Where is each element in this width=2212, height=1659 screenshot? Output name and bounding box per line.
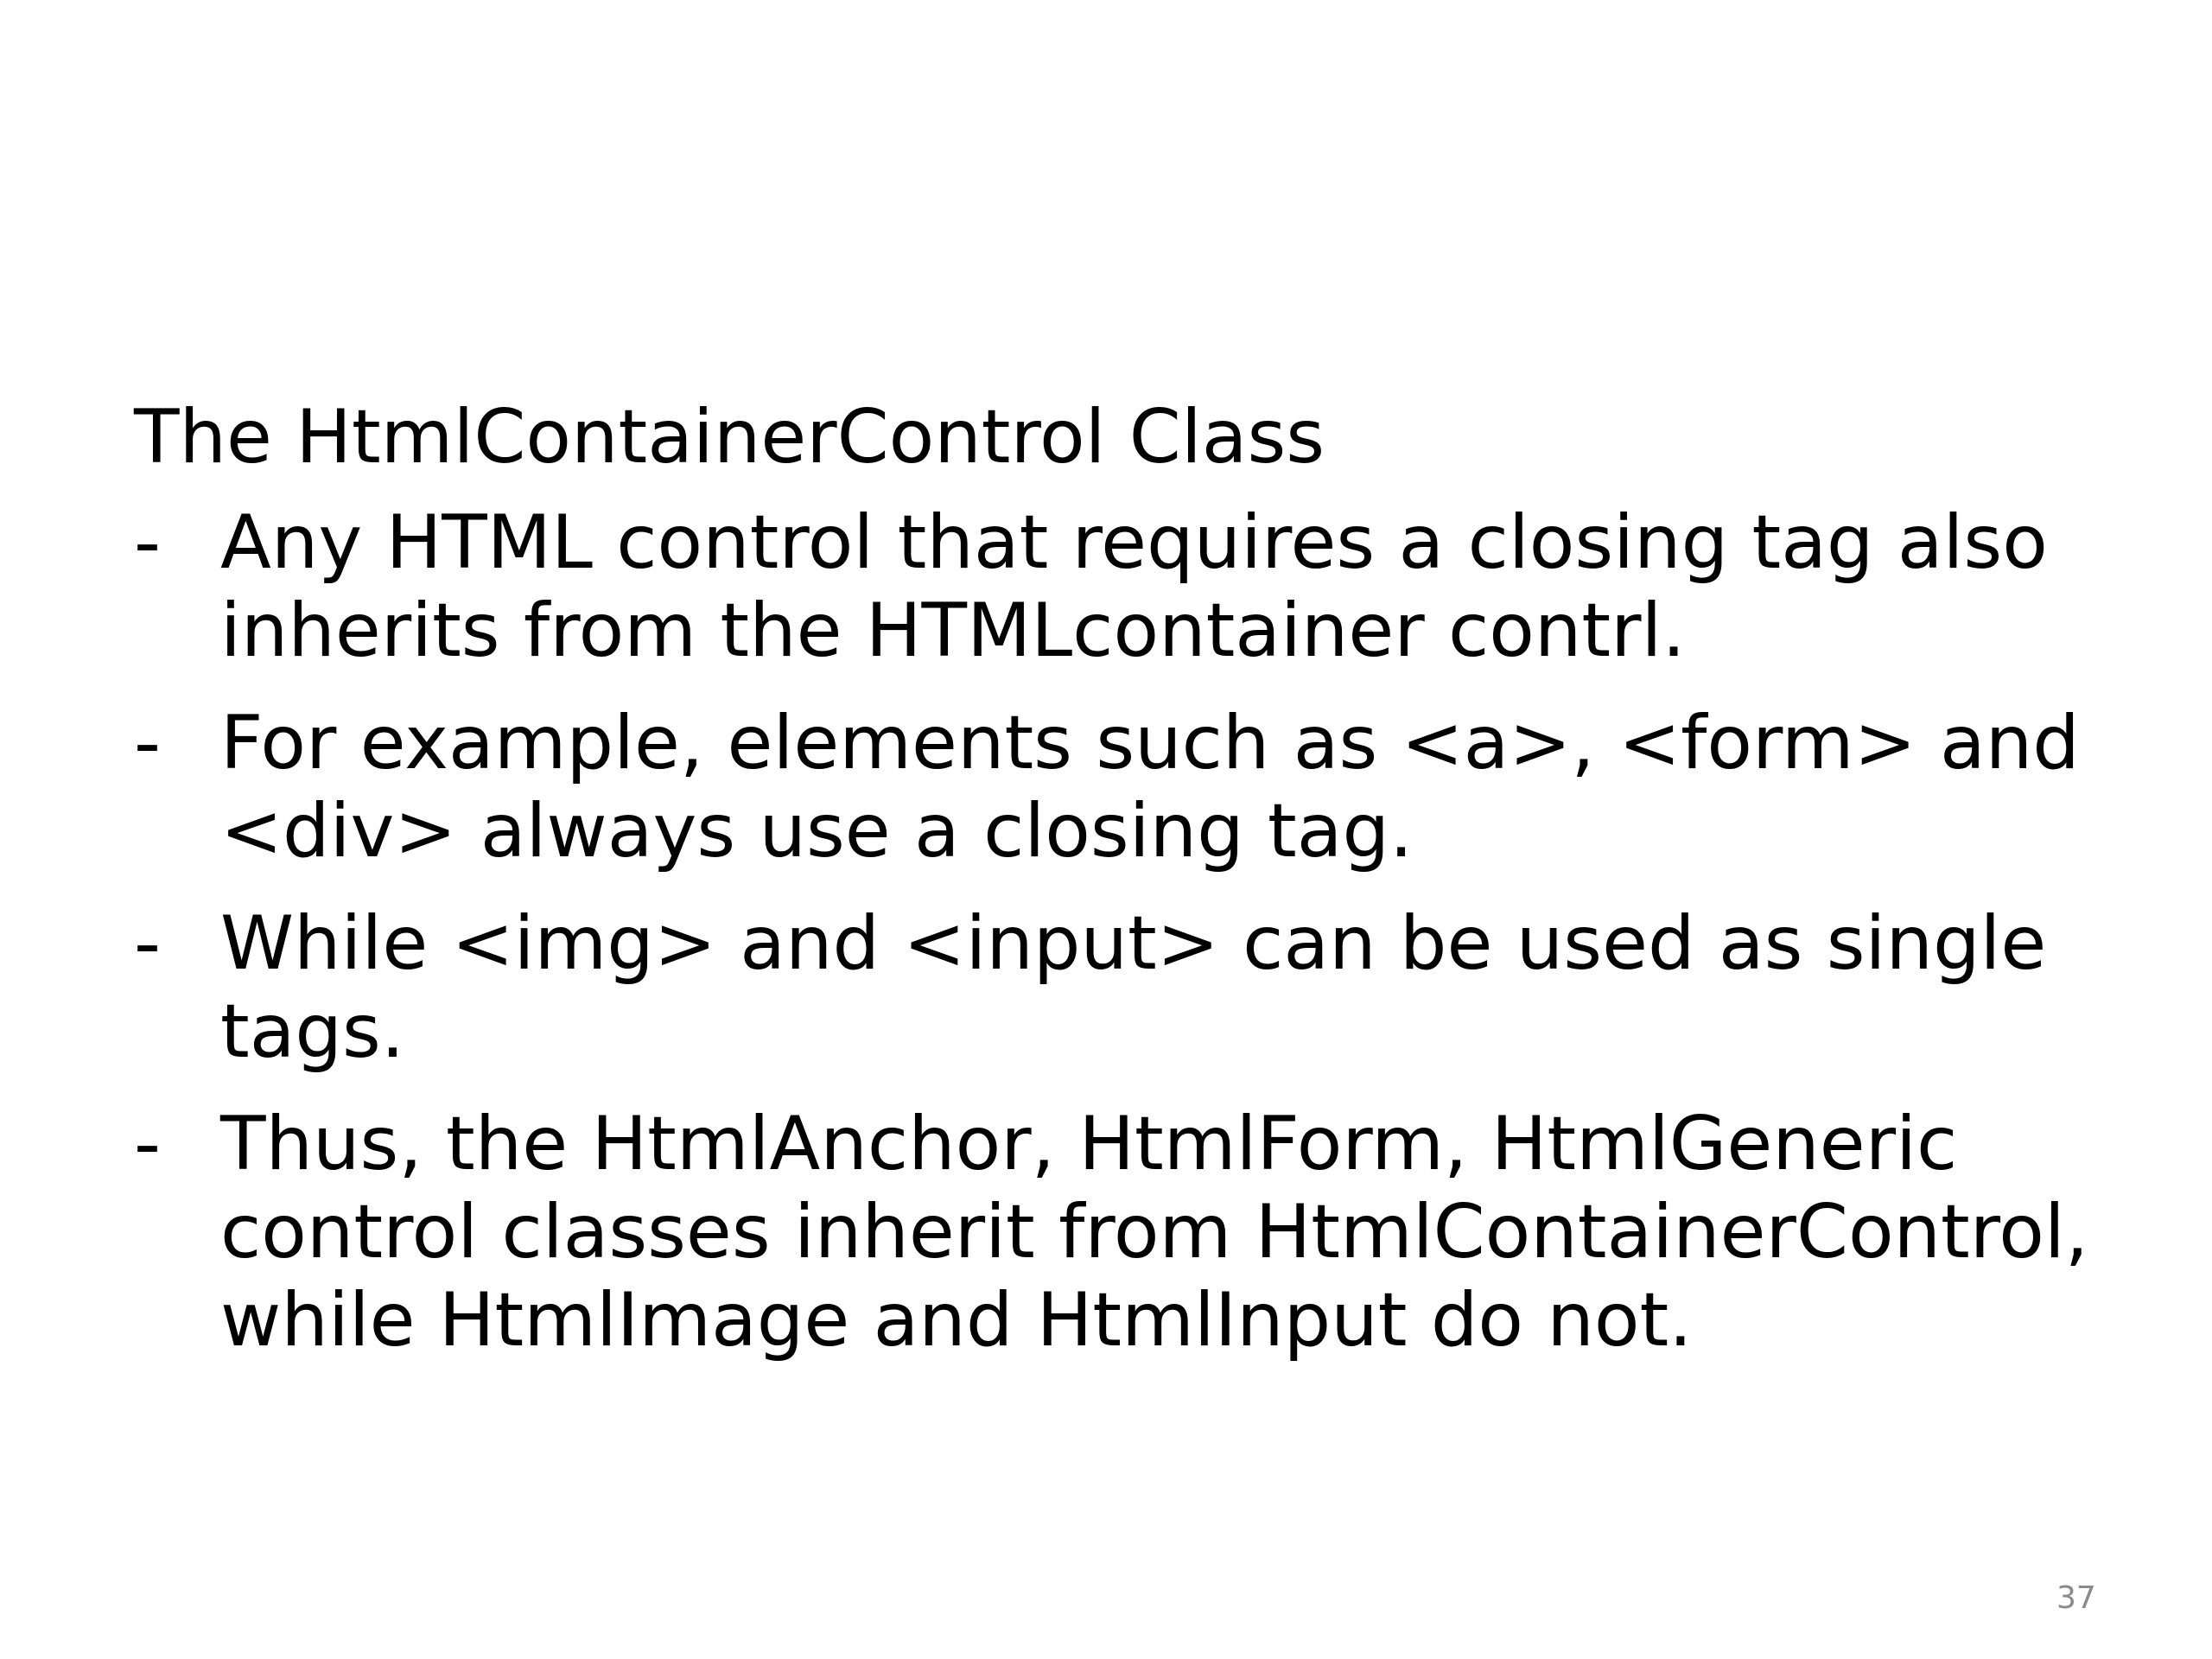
bullet-text: For example, elements such as <a>, <form> and <div> always use a closing tag. <box>220 700 2080 874</box>
bullet-text: Thus, the HtmlAnchor, HtmlForm, HtmlGeneric control classes inherit from HtmlContainerControl, while HtmlImage and HtmlInput do not. <box>220 1101 2089 1363</box>
bullet-marker: - <box>134 700 162 786</box>
slide-heading: The HtmlContainerControl Class <box>134 394 1325 480</box>
bullet-text: Any HTML control that requires a closing tag also inherits from the HTMLcontainer contrl. <box>220 499 2048 674</box>
page-number: 37 <box>2056 1580 2096 1616</box>
bullet-list <box>134 499 2113 1364</box>
bullet-marker: - <box>134 1101 162 1187</box>
bullet-marker: - <box>134 499 162 586</box>
bullet-item <box>134 899 2113 1076</box>
bullet-text: While <img> and <input> can be used as single tags. <box>220 900 2047 1075</box>
bullet-item <box>134 499 2113 675</box>
bullet-item <box>134 699 2113 875</box>
slide-content <box>134 393 2113 1389</box>
bullet-marker: - <box>134 900 162 987</box>
bullet-item <box>134 1100 2113 1364</box>
